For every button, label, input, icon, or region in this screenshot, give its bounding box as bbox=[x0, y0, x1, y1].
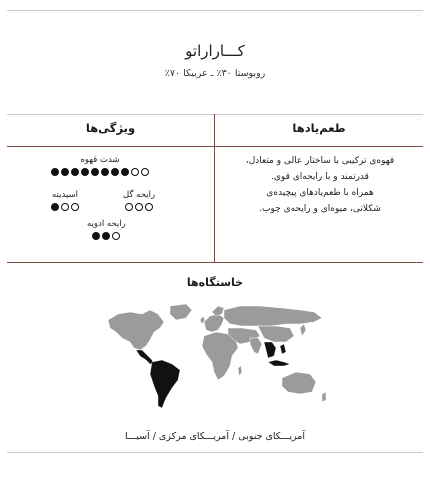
flavors-heading: طعم‌یادها bbox=[292, 121, 346, 135]
flavor-line: همراه با طعم‌یادهای پیچیده‌ی bbox=[266, 188, 374, 198]
rating-dot-filled bbox=[111, 168, 119, 176]
rating-dot-empty bbox=[145, 203, 153, 211]
rating-dot-filled bbox=[71, 168, 79, 176]
attribute-label: رایحه ادویه bbox=[87, 219, 126, 229]
rating-dot-empty bbox=[61, 203, 69, 211]
attribute-label: شدت قهوه bbox=[80, 155, 120, 165]
rating-dot-empty bbox=[71, 203, 79, 211]
origins-heading: خاستگاه‌ها bbox=[186, 276, 244, 289]
origin-regions: آمریـــکای جنوبی / آمریـــکای مرکزی / آسیـــا bbox=[124, 431, 306, 442]
rating-dot-filled bbox=[91, 168, 99, 176]
features-heading: ویژگی‌ها bbox=[85, 121, 136, 135]
blend-composition: روبوستا ۳۰٪ ـ عربیکا ۷۰٪ bbox=[164, 68, 266, 79]
section-divider bbox=[7, 262, 423, 263]
rating-dots bbox=[87, 232, 126, 240]
rating-dot-filled bbox=[121, 168, 129, 176]
flavor-description bbox=[222, 153, 418, 217]
rating-dot-filled bbox=[51, 168, 59, 176]
rating-dot-empty bbox=[135, 203, 143, 211]
bottom-divider bbox=[7, 452, 423, 453]
indonesia-region bbox=[268, 360, 290, 366]
rating-dot-empty bbox=[112, 232, 120, 240]
rating-dot-filled bbox=[101, 168, 109, 176]
rating-dots bbox=[51, 203, 79, 211]
south-america-region bbox=[150, 360, 180, 408]
rating-dots bbox=[123, 203, 155, 211]
column-divider bbox=[214, 114, 215, 262]
world-map bbox=[100, 302, 330, 417]
flavor-line: قهوه‌ی ترکیبی با ساختار عالی و متعادل، bbox=[245, 156, 395, 166]
rating-dot-filled bbox=[81, 168, 89, 176]
central-america-region bbox=[136, 350, 154, 364]
flavor-line: شکلاتی، میوه‌ای و رایحه‌ی چوب. bbox=[259, 204, 381, 214]
header-divider bbox=[7, 114, 423, 115]
rating-dot-empty bbox=[131, 168, 139, 176]
rating-dot-filled bbox=[92, 232, 100, 240]
attribute-intensity bbox=[51, 155, 149, 176]
rating-dot-empty bbox=[125, 203, 133, 211]
rating-dot-empty bbox=[141, 168, 149, 176]
rating-dots bbox=[51, 168, 149, 176]
column-heading-divider bbox=[7, 146, 423, 147]
rating-dot-filled bbox=[61, 168, 69, 176]
attribute-label: اسیدیته bbox=[52, 190, 78, 200]
southeast-asia-region bbox=[264, 342, 276, 358]
product-name: کـــاراراتو bbox=[185, 42, 245, 60]
top-divider bbox=[7, 10, 423, 11]
attribute-spice bbox=[87, 219, 126, 240]
attribute-label: رایحه گل bbox=[123, 190, 156, 200]
philippines-region bbox=[280, 344, 286, 354]
rating-dot-filled bbox=[102, 232, 110, 240]
flavor-line: قدرتمند و با رایحه‌ای قوی. bbox=[271, 172, 369, 182]
attribute-aroma bbox=[123, 190, 155, 211]
rating-dot-filled bbox=[51, 203, 59, 211]
attribute-acidity bbox=[51, 190, 79, 211]
